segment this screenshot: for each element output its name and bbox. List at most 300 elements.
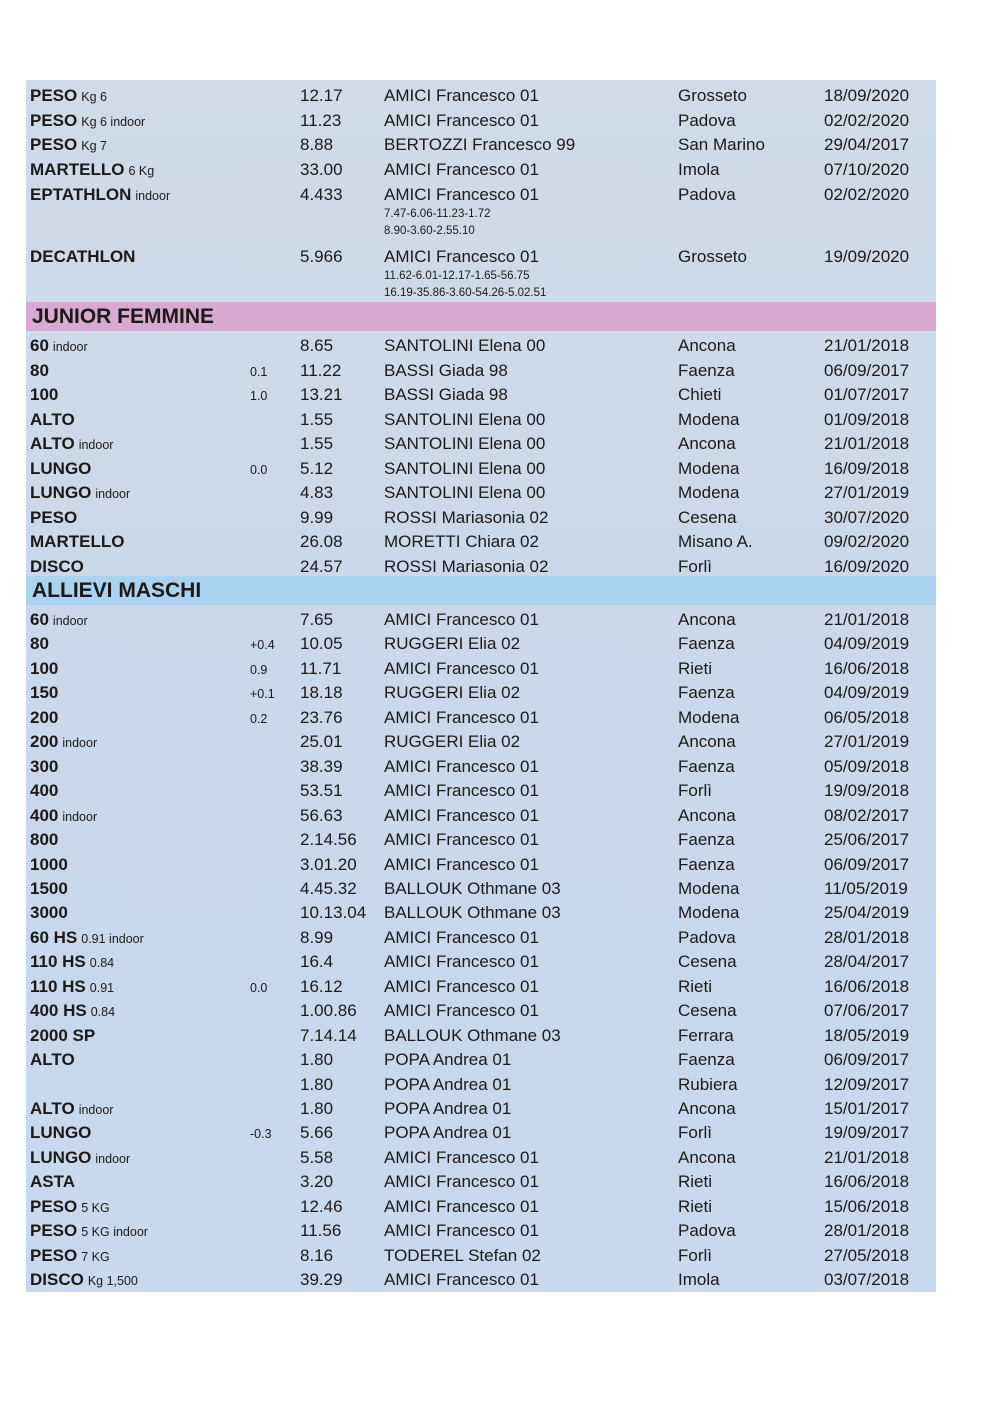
performance-mark: 8.99 xyxy=(300,927,334,947)
record-date: 16/06/2018 xyxy=(824,658,910,678)
event-name: ALTO xyxy=(30,434,75,453)
event-cell xyxy=(30,806,97,826)
event-name: PESO xyxy=(30,1221,78,1241)
event-name: ALTO xyxy=(30,1099,75,1118)
athlete-name: AMICI Francesco 01 xyxy=(384,247,539,266)
record-row xyxy=(26,1219,936,1243)
performance-mark: 4.433 xyxy=(300,185,343,204)
section-title: ALLIEVI MASCHI xyxy=(32,579,202,602)
event-qualifier: 7 KG xyxy=(81,1249,110,1264)
event-qualifier: indoor xyxy=(78,438,114,452)
venue: Imola xyxy=(678,160,720,179)
record-date: 02/02/2020 xyxy=(824,111,910,130)
performance-mark: 12.46 xyxy=(300,1196,343,1216)
record-row xyxy=(26,730,936,754)
record-row xyxy=(26,999,936,1023)
record-row xyxy=(26,853,936,877)
event-name: 400 xyxy=(30,805,59,825)
record-row xyxy=(26,183,936,237)
record-row xyxy=(26,1146,936,1170)
athlete-name: AMICI Francesco 01 xyxy=(384,952,539,972)
performance-mark: 1.55 xyxy=(300,409,334,429)
venue: Padova xyxy=(678,111,736,130)
athlete-name: AMICI Francesco 01 xyxy=(384,830,539,850)
athlete-name: AMICI Francesco 01 xyxy=(384,86,539,105)
event-cell xyxy=(30,1099,113,1119)
event-qualifier: indoor xyxy=(95,487,131,501)
wind-reading: 0.0 xyxy=(250,980,268,995)
event-name: 400 xyxy=(30,781,59,801)
event-qualifier: Kg 7 xyxy=(81,139,107,153)
athlete-name: RUGGERI Elia 02 xyxy=(384,634,521,654)
venue: Faenza xyxy=(678,756,735,776)
record-date: 29/04/2017 xyxy=(824,135,910,154)
venue: Faenza xyxy=(678,854,735,874)
athlete-name: BALLOUK Othmane 03 xyxy=(384,903,561,923)
wind-reading: +0.1 xyxy=(250,687,275,702)
athlete-name: POPA Andrea 01 xyxy=(384,1123,512,1143)
performance-mark: 5.966 xyxy=(300,247,343,266)
venue: Imola xyxy=(678,1270,720,1290)
performance-mark: 5.12 xyxy=(300,458,334,478)
athlete-name: POPA Andrea 01 xyxy=(384,1050,512,1070)
wind-reading: -0.3 xyxy=(250,1127,272,1142)
event-qualifier: 6 Kg xyxy=(128,164,155,178)
performance-mark: 5.66 xyxy=(300,1123,334,1143)
athlete-name: AMICI Francesco 01 xyxy=(384,781,539,801)
record-date: 09/02/2020 xyxy=(824,532,910,551)
venue: Modena xyxy=(678,903,740,923)
record-date: 16/09/2020 xyxy=(824,556,910,576)
event-name: DISCO xyxy=(30,1270,84,1290)
event-name: 300 xyxy=(30,756,59,776)
record-row xyxy=(26,804,936,828)
record-date: 28/04/2017 xyxy=(824,952,910,972)
event-qualifier: 5 KG xyxy=(81,1200,110,1215)
record-row xyxy=(26,779,936,803)
athlete-name: RUGGERI Elia 02 xyxy=(384,732,521,752)
event-cell xyxy=(30,336,88,356)
athlete-name: AMICI Francesco 01 xyxy=(384,160,539,179)
performance-mark: 16.4 xyxy=(300,952,334,972)
multi-event-splits: 7.47-6.06-11.23-1.72 xyxy=(384,208,491,220)
event-name: LUNGO xyxy=(30,483,92,502)
record-row xyxy=(26,408,936,432)
record-row xyxy=(26,681,936,705)
performance-mark: 7.14.14 xyxy=(300,1025,357,1045)
performance-mark: 3.01.20 xyxy=(300,854,357,874)
wind-reading: 0.9 xyxy=(250,662,268,677)
multi-event-splits: 11.62-6.01-12.17-1.65-56.75 xyxy=(384,270,530,282)
event-name: 100 xyxy=(30,385,59,404)
record-row xyxy=(26,1268,936,1292)
record-row xyxy=(26,506,936,530)
performance-mark: 4.83 xyxy=(300,483,334,502)
event-qualifier: 5 KG indoor xyxy=(81,1225,148,1240)
record-row xyxy=(26,84,936,108)
performance-mark: 11.23 xyxy=(300,111,342,130)
venue: Forlì xyxy=(678,781,712,801)
event-name: 1000 xyxy=(30,854,68,874)
event-name: PESO xyxy=(30,111,78,130)
record-date: 19/09/2020 xyxy=(824,247,910,266)
venue: San Marino xyxy=(678,135,765,154)
event-qualifier: indoor xyxy=(135,189,171,203)
record-row xyxy=(26,1244,936,1268)
performance-mark: 11.71 xyxy=(300,658,342,678)
event-name: 800 xyxy=(30,830,59,850)
event-cell xyxy=(30,160,154,180)
records-sheet xyxy=(26,80,936,1292)
event-name: 60 HS xyxy=(30,927,78,947)
record-row xyxy=(26,975,936,999)
venue: Rubiera xyxy=(678,1074,738,1094)
event-name: PESO xyxy=(30,1245,78,1265)
event-name: 100 xyxy=(30,658,59,678)
venue: Ancona xyxy=(678,732,736,752)
event-name: 80 xyxy=(30,634,49,654)
record-date: 02/02/2020 xyxy=(824,185,910,204)
event-name: 3000 xyxy=(30,903,68,923)
venue: Ancona xyxy=(678,805,736,825)
record-row xyxy=(26,432,936,456)
performance-mark: 25.01 xyxy=(300,732,343,752)
record-date: 18/05/2019 xyxy=(824,1025,910,1045)
athlete-name: ROSSI Mariasonia 02 xyxy=(384,556,549,576)
event-name: 200 xyxy=(30,707,59,727)
performance-mark: 8.88 xyxy=(300,135,334,154)
athlete-name: AMICI Francesco 01 xyxy=(384,756,539,776)
performance-mark: 13.21 xyxy=(300,385,343,404)
venue: Modena xyxy=(678,483,740,502)
record-row xyxy=(26,530,936,554)
venue: Faenza xyxy=(678,830,735,850)
event-qualifier: indoor xyxy=(52,614,88,628)
record-date: 27/01/2019 xyxy=(824,483,910,502)
record-date: 21/01/2018 xyxy=(824,336,910,355)
performance-mark: 2.14.56 xyxy=(300,830,357,850)
record-date: 25/06/2017 xyxy=(824,830,910,850)
athlete-name: SANTOLINI Elena 00 xyxy=(384,434,546,453)
record-date: 12/09/2017 xyxy=(824,1074,910,1094)
record-date: 21/01/2018 xyxy=(824,1147,910,1167)
event-cell xyxy=(30,483,130,503)
event-name: 110 HS xyxy=(30,976,86,996)
athlete-name: BALLOUK Othmane 03 xyxy=(384,878,561,898)
athlete-name: AMICI Francesco 01 xyxy=(384,1196,539,1216)
performance-mark: 3.20 xyxy=(300,1172,334,1192)
event-name: 1500 xyxy=(30,878,68,898)
athlete-name: SANTOLINI Elena 00 xyxy=(384,483,546,502)
record-row xyxy=(26,245,936,299)
record-date: 30/07/2020 xyxy=(824,507,910,527)
record-row xyxy=(26,1195,936,1219)
athlete-name: BALLOUK Othmane 03 xyxy=(384,1025,561,1045)
performance-mark: 1.80 xyxy=(300,1074,334,1094)
performance-mark: 11.22 xyxy=(300,360,342,380)
event-cell xyxy=(30,952,114,972)
venue: Modena xyxy=(678,707,740,727)
record-date: 03/07/2018 xyxy=(824,1270,910,1290)
event-cell xyxy=(30,1148,130,1168)
event-cell xyxy=(30,1001,115,1021)
venue: Faenza xyxy=(678,360,735,380)
event-name: 200 xyxy=(30,732,59,752)
event-cell xyxy=(30,111,145,131)
performance-mark: 16.12 xyxy=(300,976,343,996)
record-row xyxy=(26,383,936,407)
performance-mark: 12.17 xyxy=(300,86,343,105)
athlete-name: POPA Andrea 01 xyxy=(384,1099,512,1118)
record-date: 18/09/2020 xyxy=(824,86,910,105)
record-date: 04/09/2019 xyxy=(824,683,910,703)
venue: Chieti xyxy=(678,385,722,404)
event-name: MARTELLO xyxy=(30,532,125,551)
performance-mark: 33.00 xyxy=(300,160,343,179)
venue: Rieti xyxy=(678,1196,713,1216)
record-date: 25/04/2019 xyxy=(824,903,910,923)
performance-mark: 23.76 xyxy=(300,707,343,727)
record-date: 21/01/2018 xyxy=(824,434,910,453)
record-row xyxy=(26,950,936,974)
record-date: 15/01/2017 xyxy=(824,1099,910,1118)
event-qualifier: indoor xyxy=(62,736,98,751)
venue: Forlì xyxy=(678,556,712,576)
performance-mark: 4.45.32 xyxy=(300,878,357,898)
record-date: 27/05/2018 xyxy=(824,1245,910,1265)
venue: Ferrara xyxy=(678,1025,734,1045)
athlete-name: BASSI Giada 98 xyxy=(384,360,508,380)
wind-reading: +0.4 xyxy=(250,638,275,653)
event-name: MARTELLO xyxy=(30,160,125,179)
record-date: 16/09/2018 xyxy=(824,458,910,478)
performance-mark: 39.29 xyxy=(300,1270,343,1290)
event-name: PESO xyxy=(30,86,78,105)
event-name: 150 xyxy=(30,683,59,703)
event-qualifier: indoor xyxy=(95,1151,131,1166)
venue: Grosseto xyxy=(678,86,747,105)
multi-event-splits: 8.90-3.60-2.55.10 xyxy=(384,225,475,237)
venue: Faenza xyxy=(678,1050,735,1070)
venue: Misano A. xyxy=(678,532,753,551)
record-row xyxy=(26,1097,936,1121)
performance-mark: 38.39 xyxy=(300,756,343,776)
venue: Padova xyxy=(678,1221,736,1241)
athlete-name: AMICI Francesco 01 xyxy=(384,1001,539,1021)
event-name: 400 HS xyxy=(30,1001,87,1021)
record-row xyxy=(26,133,936,157)
performance-mark: 26.08 xyxy=(300,532,343,551)
record-date: 01/09/2018 xyxy=(824,409,910,429)
venue: Rieti xyxy=(678,1172,713,1192)
multi-event-splits: 16.19-35.86-3.60-54.26-5.02.51 xyxy=(384,287,547,299)
athlete-name: AMICI Francesco 01 xyxy=(384,707,539,727)
event-name: PESO xyxy=(30,1196,78,1216)
venue: Ancona xyxy=(678,1147,736,1167)
record-date: 01/07/2017 xyxy=(824,385,910,404)
venue: Faenza xyxy=(678,634,735,654)
venue: Cesena xyxy=(678,1001,737,1021)
event-name: ALTO xyxy=(30,409,75,429)
athlete-name: AMICI Francesco 01 xyxy=(384,805,539,825)
event-cell xyxy=(30,1270,138,1290)
section-header xyxy=(26,302,936,331)
record-date: 08/02/2017 xyxy=(824,805,910,825)
record-date: 21/01/2018 xyxy=(824,610,910,629)
performance-mark: 8.16 xyxy=(300,1245,334,1265)
athlete-name: BERTOZZI Francesco 99 xyxy=(384,135,576,154)
performance-mark: 9.99 xyxy=(300,507,334,527)
venue: Ancona xyxy=(678,1099,736,1118)
athlete-name: AMICI Francesco 01 xyxy=(384,976,539,996)
wind-reading: 0.0 xyxy=(250,462,268,477)
record-date: 06/09/2017 xyxy=(824,360,910,380)
performance-mark: 8.65 xyxy=(300,336,334,355)
record-row xyxy=(26,1048,936,1072)
record-date: 16/06/2018 xyxy=(824,1172,910,1192)
record-date: 11/05/2019 xyxy=(824,878,908,898)
athlete-name: POPA Andrea 01 xyxy=(384,1074,512,1094)
record-row xyxy=(26,481,936,505)
athlete-name: AMICI Francesco 01 xyxy=(384,1221,539,1241)
record-row xyxy=(26,555,936,579)
athlete-name: AMICI Francesco 01 xyxy=(384,610,539,629)
event-name: ALTO xyxy=(30,1050,75,1070)
wind-reading: 1.0 xyxy=(250,389,268,403)
record-row xyxy=(26,359,936,383)
record-date: 16/06/2018 xyxy=(824,976,910,996)
record-date: 06/05/2018 xyxy=(824,707,910,727)
record-row xyxy=(26,1121,936,1145)
record-row xyxy=(26,158,936,182)
wind-reading: 0.1 xyxy=(250,364,268,379)
performance-mark: 53.51 xyxy=(300,781,343,801)
event-qualifier: 0.91 xyxy=(89,980,115,995)
venue: Padova xyxy=(678,185,736,204)
venue: Faenza xyxy=(678,683,735,703)
record-row xyxy=(26,828,936,852)
athlete-name: AMICI Francesco 01 xyxy=(384,1172,539,1192)
record-date: 27/01/2019 xyxy=(824,732,910,752)
event-cell xyxy=(30,434,113,454)
record-date: 05/09/2018 xyxy=(824,756,910,776)
event-qualifier: indoor xyxy=(52,340,88,354)
athlete-name: AMICI Francesco 01 xyxy=(384,1270,539,1290)
event-cell xyxy=(30,610,88,630)
performance-mark: 18.18 xyxy=(300,683,343,703)
athlete-name: AMICI Francesco 01 xyxy=(384,111,539,130)
venue: Grosseto xyxy=(678,247,747,266)
record-date: 06/09/2017 xyxy=(824,1050,910,1070)
venue: Modena xyxy=(678,458,740,478)
record-date: 19/09/2017 xyxy=(824,1123,910,1143)
venue: Ancona xyxy=(678,434,736,453)
event-qualifier: 0.84 xyxy=(90,1005,116,1020)
wind-reading: 0.2 xyxy=(250,711,268,726)
record-row xyxy=(26,109,936,133)
record-date: 28/01/2018 xyxy=(824,1221,910,1241)
venue: Forlì xyxy=(678,1123,712,1143)
record-row xyxy=(26,457,936,481)
record-row xyxy=(26,706,936,730)
athlete-name: AMICI Francesco 01 xyxy=(384,854,539,874)
record-row xyxy=(26,926,936,950)
record-row xyxy=(26,657,936,681)
performance-mark: 1.00.86 xyxy=(300,1001,357,1021)
record-date: 06/09/2017 xyxy=(824,854,910,874)
event-cell xyxy=(30,1221,148,1241)
performance-mark: 24.57 xyxy=(300,556,343,576)
event-name: 60 xyxy=(30,610,49,629)
performance-mark: 1.80 xyxy=(300,1099,334,1118)
section-title: JUNIOR FEMMINE xyxy=(32,305,215,328)
venue: Modena xyxy=(678,409,740,429)
event-name: ASTA xyxy=(30,1172,76,1192)
athlete-name: BASSI Giada 98 xyxy=(384,385,508,404)
record-date: 07/10/2020 xyxy=(824,160,910,179)
venue: Rieti xyxy=(678,658,713,678)
record-row xyxy=(26,877,936,901)
event-qualifier: Kg 1,500 xyxy=(87,1274,138,1289)
performance-mark: 1.55 xyxy=(300,434,334,453)
event-cell xyxy=(30,135,107,155)
venue: Cesena xyxy=(678,952,737,972)
event-qualifier: Kg 6 indoor xyxy=(81,115,146,129)
record-date: 07/06/2017 xyxy=(824,1001,910,1021)
event-name: 110 HS xyxy=(30,952,86,972)
venue: Forlì xyxy=(678,1245,712,1265)
event-name: EPTATHLON xyxy=(30,185,132,204)
event-qualifier: 0.84 xyxy=(89,956,115,971)
venue: Padova xyxy=(678,927,736,947)
venue: Ancona xyxy=(678,336,736,355)
athlete-name: AMICI Francesco 01 xyxy=(384,658,539,678)
athlete-name: ROSSI Mariasonia 02 xyxy=(384,507,549,527)
event-qualifier: Kg 6 xyxy=(81,90,107,104)
record-row xyxy=(26,1024,936,1048)
venue: Ancona xyxy=(678,610,736,629)
section-header xyxy=(26,576,936,605)
record-row xyxy=(26,755,936,779)
athlete-name: SANTOLINI Elena 00 xyxy=(384,458,546,478)
performance-mark: 1.80 xyxy=(300,1050,334,1070)
athlete-name: SANTOLINI Elena 00 xyxy=(384,409,546,429)
event-qualifier: indoor xyxy=(62,809,98,824)
event-name: 80 xyxy=(30,360,49,380)
athlete-name: AMICI Francesco 01 xyxy=(384,185,539,204)
record-row xyxy=(26,334,936,358)
performance-mark: 10.05 xyxy=(300,634,343,654)
venue: Rieti xyxy=(678,976,713,996)
record-row xyxy=(26,1073,936,1097)
performance-mark: 56.63 xyxy=(300,805,343,825)
event-cell xyxy=(30,1246,110,1266)
performance-mark: 7.65 xyxy=(300,610,334,629)
record-row xyxy=(26,901,936,925)
record-date: 15/06/2018 xyxy=(824,1196,910,1216)
athlete-name: AMICI Francesco 01 xyxy=(384,1147,539,1167)
event-name: DECATHLON xyxy=(30,247,136,266)
record-date: 04/09/2019 xyxy=(824,634,910,654)
event-name: LUNGO xyxy=(30,458,92,478)
event-qualifier: 0.91 indoor xyxy=(81,931,144,946)
event-cell xyxy=(30,928,144,948)
event-name: 2000 SP xyxy=(30,1025,96,1045)
athlete-name: TODEREL Stefan 02 xyxy=(384,1245,541,1265)
event-name: 60 xyxy=(30,336,49,355)
event-cell xyxy=(30,1197,110,1217)
record-row xyxy=(26,632,936,656)
